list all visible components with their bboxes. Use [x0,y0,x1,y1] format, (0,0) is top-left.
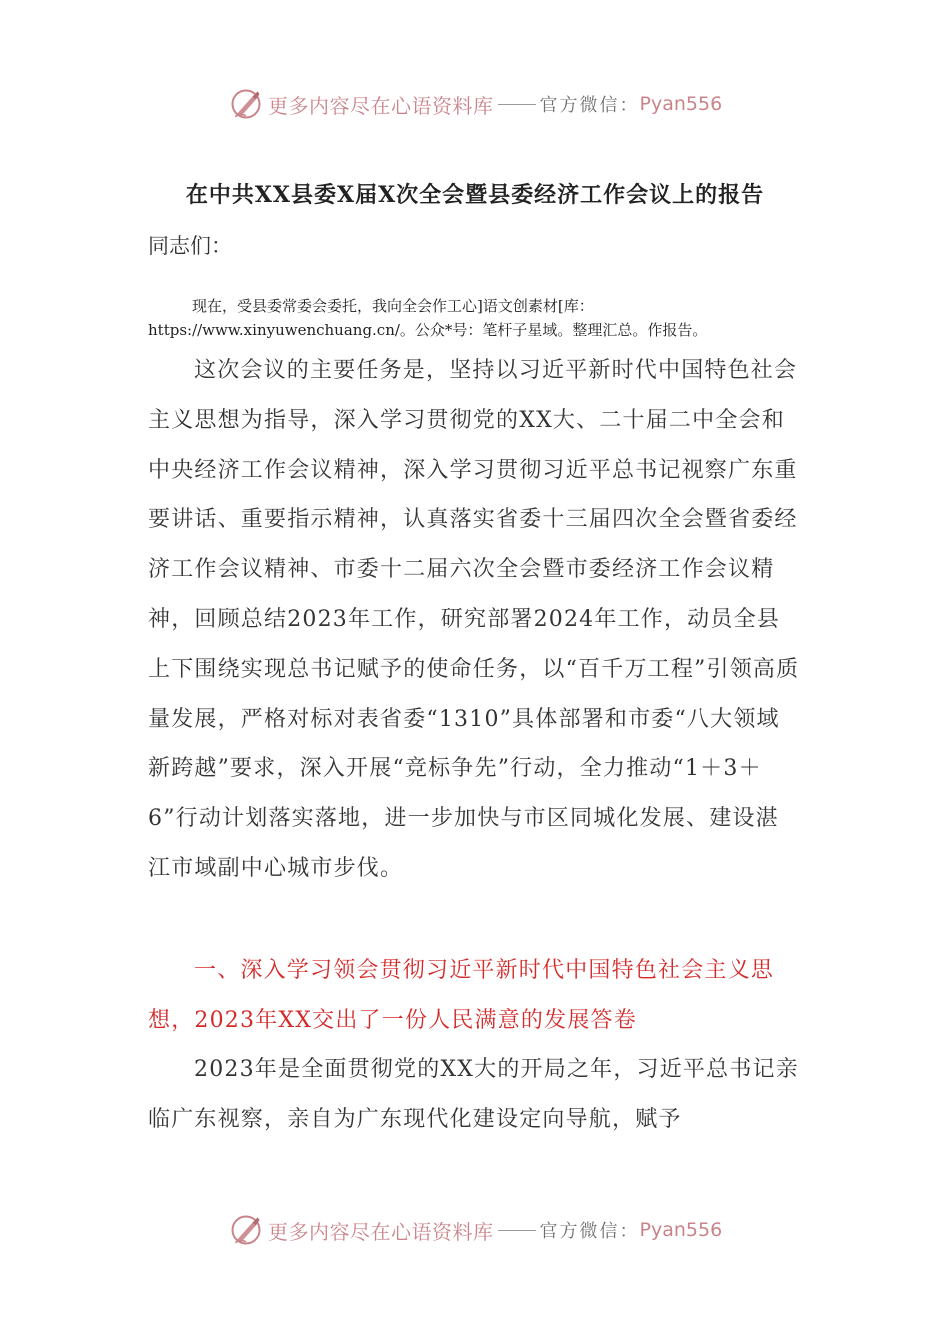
watermark-dash [498,1230,536,1231]
watermark-contact-id: Pyan556 [639,93,723,115]
document-title: 在中共XX县委X届X次全会暨县委经济工作会议上的报告 [185,182,765,208]
watermark-contact-label: 官方微信： [539,1221,640,1242]
watermark-contact-id: Pyan556 [639,1219,723,1241]
source-note: 现在，受县委常委会委托，我向全会作工心]语文创素材[库：https://www.xinyuwenchuang.cn/。公众*号：笔杆子星域。整理汇总。作报告。 [148,297,708,339]
header-watermark [228,84,722,124]
paragraph-2: 2023年是全面贯彻党的XX大的开局之年，习近平总书记亲临广东视察，亲自为广东现代化建设定向导航，赋予 [148,1057,799,1132]
pen-nib-logo-icon [228,1212,264,1248]
section-heading-1: 一、深入学习领会贯彻习近平新时代中国特色社会主义思想，2023年XX交出了一份人民满意的发展答卷 [148,958,775,1033]
watermark-dash [498,104,536,105]
watermark-text: 更多内容尽在心语资料库 [268,93,494,118]
watermark-contact-label: 官方微信： [539,95,640,116]
watermark-text: 更多内容尽在心语资料库 [268,1219,494,1244]
pen-nib-logo-icon [228,86,264,122]
paragraph-1: 这次会议的主要任务是，坚持以习近平新时代中国特色社会主义思想为指导，深入学习贯彻党的XX大、二十届二中全会和中央经济工作会议精神，深入学习贯彻习近平总书记视察广东重要讲话、重要指示精神，认真落实省委十三届四次全会暨省委经济工作会议精神、市委十二届六次全会暨市委经济工作会议精神，回顾总结2023年工作，研究部署2024年工作，动员全县上下围绕实现总书记赋予的使命任务，以“百千万工程”引领高质量发展，严格对标对表省委“1310”具体部署和市委“八大领域新跨越”要求，深入开展“竞标争先”行动，全力推动“1＋3＋6”行动计划落实落地，进一步加快与市区同城化发展、建设湛江市域副中心城市步伐。 [148,358,800,881]
salutation: 同志们： [148,234,232,258]
footer-watermark [228,1210,722,1250]
